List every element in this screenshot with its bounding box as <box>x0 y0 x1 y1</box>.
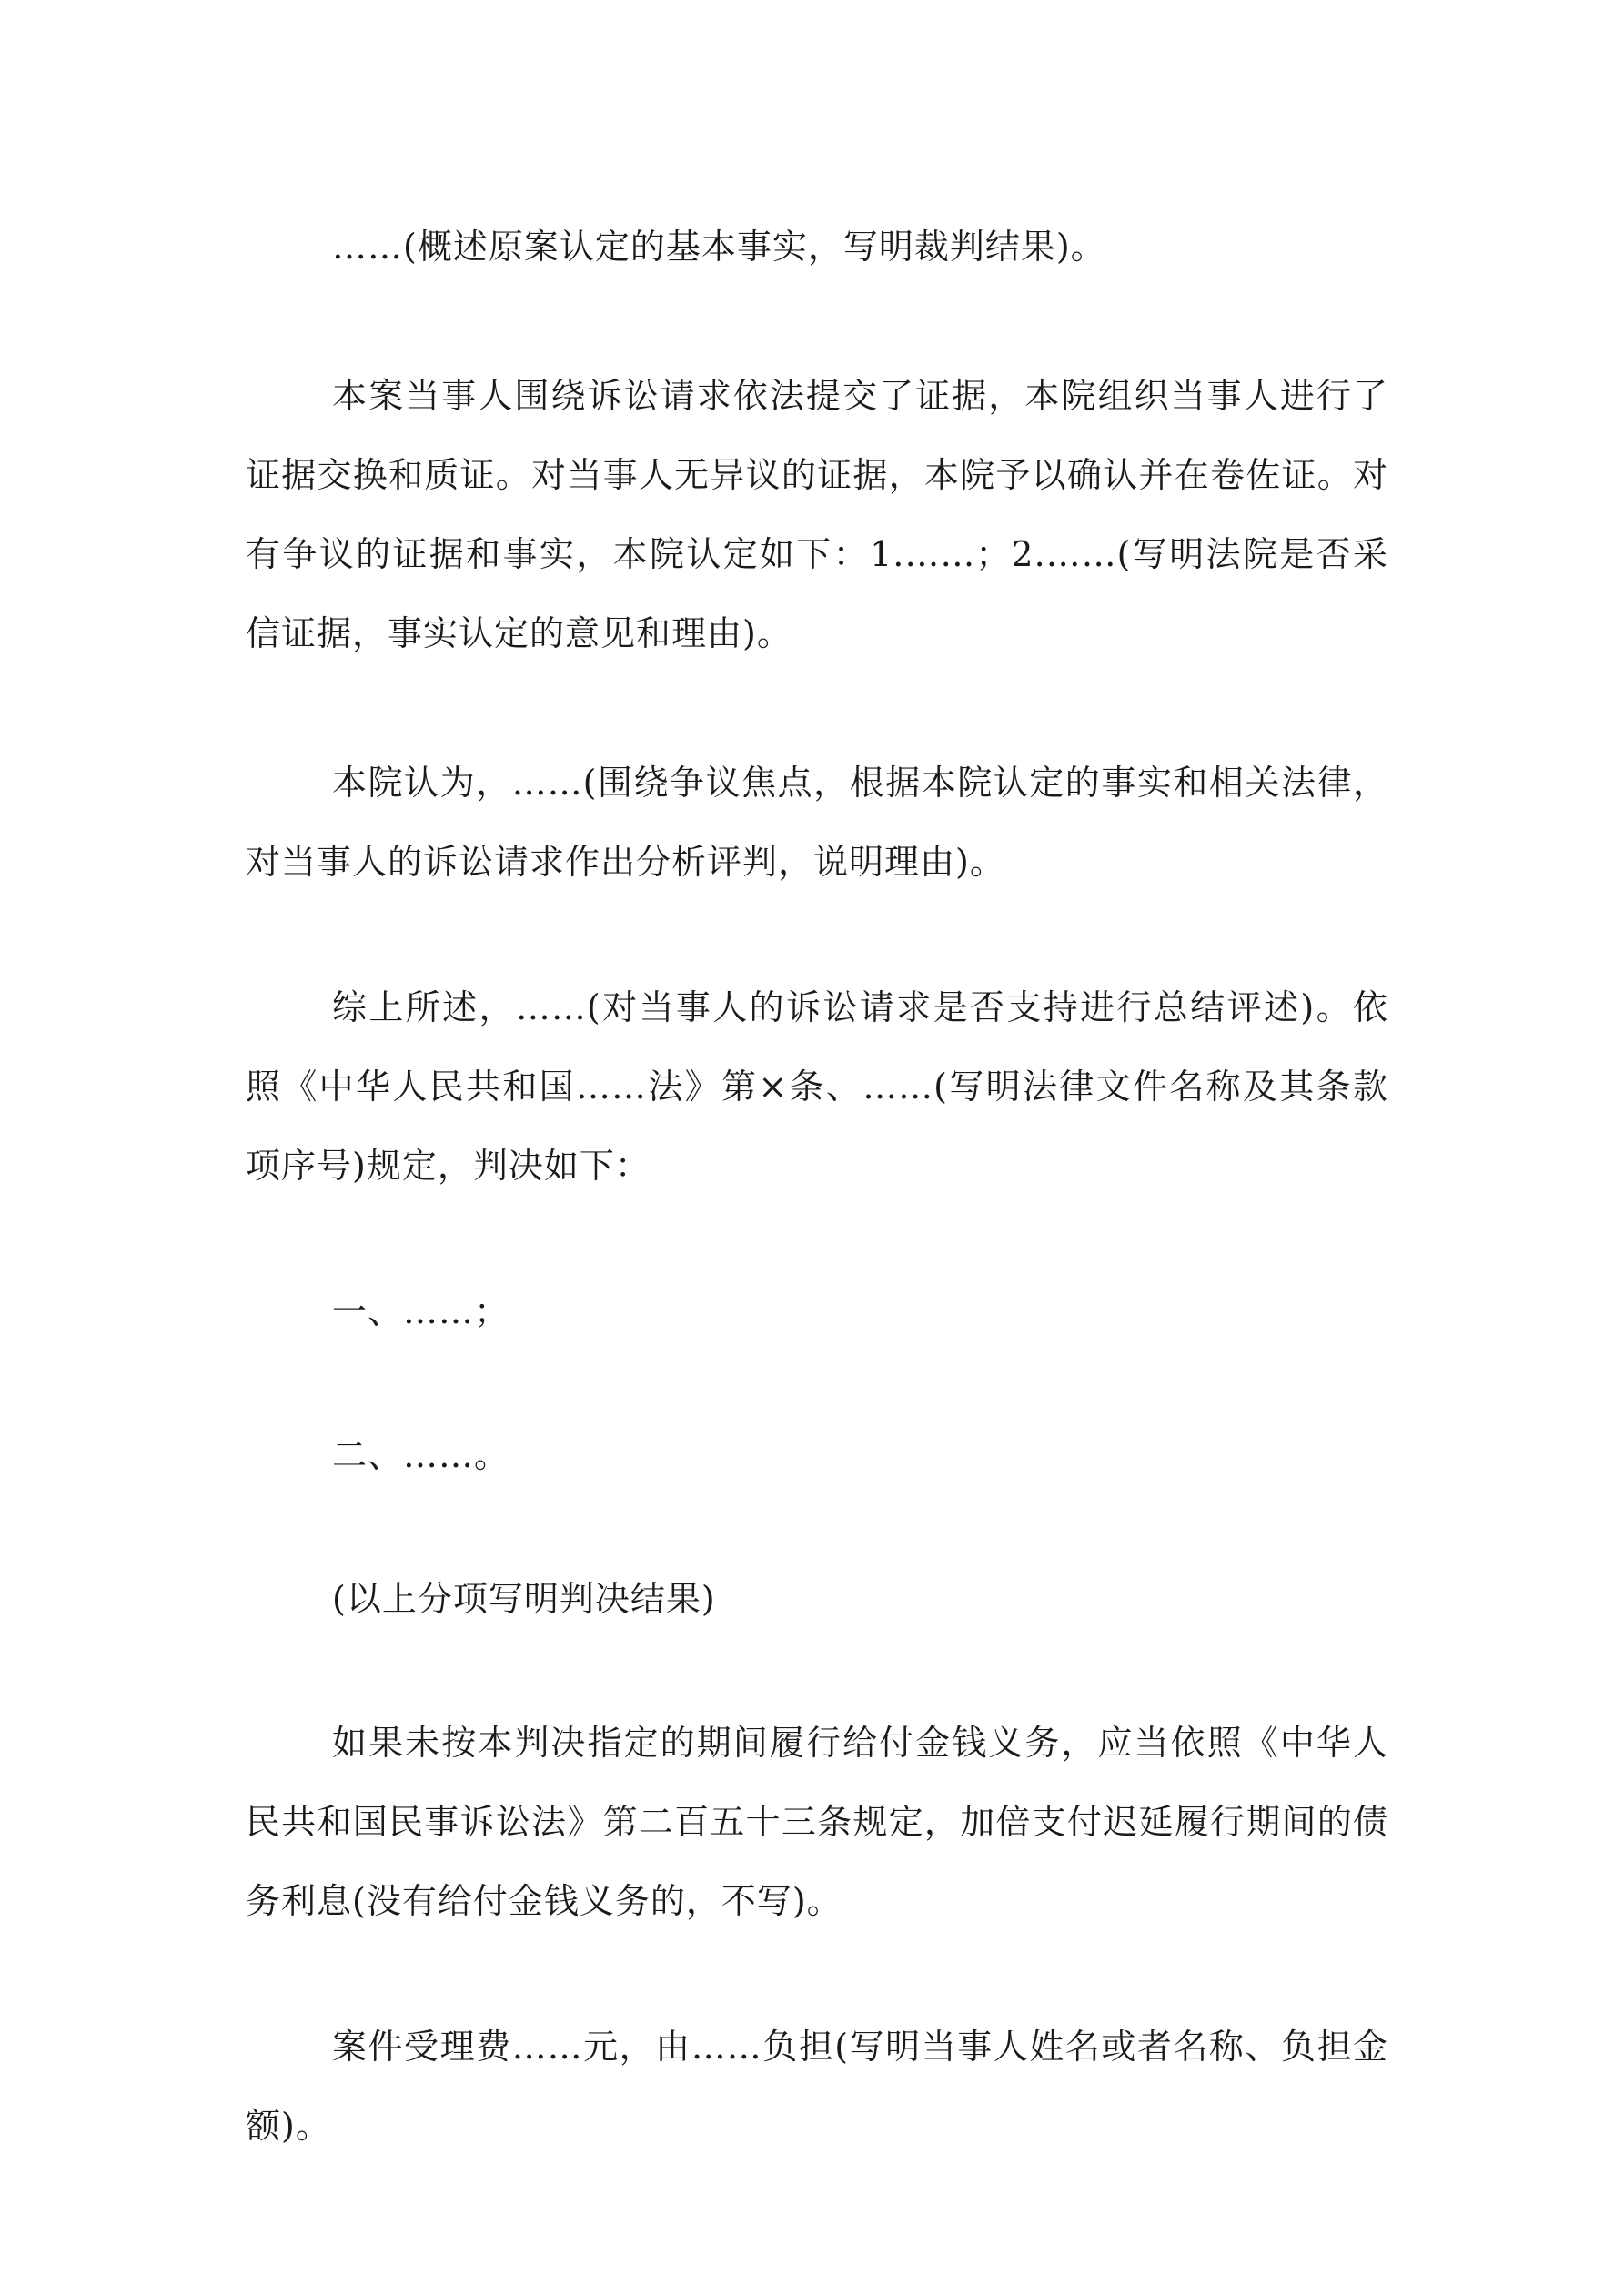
paragraph-original-facts: ……(概述原案认定的基本事实，写明裁判结果)。 <box>332 227 1106 267</box>
paragraph-case-fee: 案件受理费……元，由……负担(写明当事人姓名或者名称、负担金额)。 <box>246 2027 1388 2146</box>
paragraph-conclusion: 综上所述，……(对当事人的诉讼请求是否支持进行总结评述)。依照《中华人民共和国……法》第×条、……(写明法律文件名称及其条款项序号)规定，判决如下： <box>246 987 1388 1186</box>
paragraph-evidence: 本案当事人围绕诉讼请求依法提交了证据，本院组织当事人进行了证据交换和质证。对当事人无异议的证据，本院予以确认并在卷佐证。对有争议的证据和事实，本院认定如下：1.……；2.……(写明法院是否采信证据，事实认定的意见和理由)。 <box>246 376 1388 653</box>
paragraph-payment-obligation: 如果未按本判决指定的期间履行给付金钱义务，应当依照《中华人民共和国民事诉讼法》第二百五十三条规定，加倍支付迟延履行期间的债务利息(没有给付金钱义务的，不写)。 <box>246 1723 1388 1921</box>
document-body <box>246 207 1388 2166</box>
judgment-item-2: 二、……。 <box>332 1435 510 1475</box>
paragraph-court-opinion: 本院认为，……(围绕争议焦点，根据本院认定的事实和相关法律，对当事人的诉讼请求作出分析评判，说明理由)。 <box>246 763 1388 882</box>
paragraph-judgment-note: (以上分项写明判决结果) <box>332 1579 716 1619</box>
judgment-item-1: 一、……； <box>332 1291 510 1331</box>
